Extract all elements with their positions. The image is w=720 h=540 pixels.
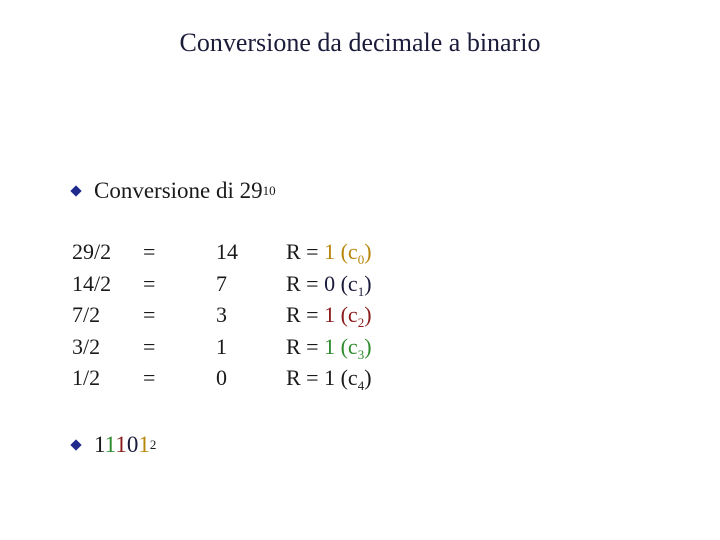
remainder-prefix: R =: [286, 302, 325, 327]
quotient: 3: [216, 302, 227, 327]
coefficient-label: (c: [335, 333, 358, 359]
equals-sign: =: [143, 239, 156, 264]
coefficient-close: ): [364, 302, 372, 327]
bullet-conversion: Conversione di 29 10: [72, 178, 276, 204]
coefficient-close: ): [364, 365, 372, 390]
coefficient-index: 4: [357, 378, 365, 393]
bullet-text: Conversione di 29: [94, 178, 263, 203]
remainder-bit: [324, 302, 372, 330]
result-digit: 1: [104, 432, 116, 457]
diamond-bullet-icon: [70, 185, 81, 196]
remainder-prefix: R =: [286, 365, 325, 390]
result-digit: 1: [94, 432, 105, 457]
quotient: 7: [216, 270, 227, 296]
coefficient-label: (c: [335, 365, 358, 390]
remainder-bit: [324, 270, 372, 299]
bullet-result: 11101 2: [72, 432, 156, 458]
equals-sign: =: [143, 302, 156, 327]
result-digit: 1: [138, 432, 150, 457]
equals-sign: =: [143, 270, 156, 296]
coefficient-close: ): [364, 333, 372, 359]
coefficient-index: 3: [357, 346, 365, 362]
coefficient-close: ): [364, 239, 372, 264]
remainder: [286, 268, 372, 300]
remainder: [286, 331, 372, 363]
coefficient-label: (c: [335, 239, 358, 264]
remainder-digit: 1: [324, 333, 336, 359]
remainder-prefix: R =: [286, 239, 325, 264]
coefficient-index: 0: [357, 252, 365, 267]
remainder: [286, 362, 372, 394]
equals-sign: =: [143, 365, 156, 390]
slide-title: Conversione da decimale a binario: [179, 28, 541, 57]
dividend: 29/2: [72, 239, 112, 264]
result-digit: 0: [126, 432, 139, 457]
coefficient-close: ): [364, 270, 372, 296]
dividend: 1/2: [72, 365, 101, 390]
diamond-bullet-icon: [70, 439, 81, 450]
remainder-bit: [324, 333, 372, 362]
equals-sign: =: [143, 333, 156, 359]
remainder: [286, 236, 372, 268]
coefficient-index: 1: [357, 283, 365, 299]
remainder-digit: 0: [324, 270, 336, 296]
result-digit: 1: [115, 432, 127, 457]
coefficient-label: (c: [335, 302, 358, 327]
dividend: 14/2: [72, 270, 112, 296]
remainder-digit: 1: [324, 365, 336, 390]
coefficient-index: 2: [357, 315, 365, 330]
binary-result: [94, 432, 150, 458]
remainder: [286, 299, 372, 331]
quotient: 0: [216, 365, 227, 390]
remainder-prefix: R =: [286, 270, 325, 296]
dividend: 7/2: [72, 302, 101, 327]
quotient: 1: [216, 333, 227, 359]
coefficient-label: (c: [335, 270, 358, 296]
remainder-prefix: R =: [286, 333, 325, 359]
dividend: 3/2: [72, 333, 101, 359]
remainder-bit: [324, 239, 372, 267]
remainder-bit: [324, 365, 372, 393]
remainder-digit: 1: [324, 239, 336, 264]
quotient: 14: [216, 239, 238, 264]
remainder-digit: 1: [324, 302, 336, 327]
